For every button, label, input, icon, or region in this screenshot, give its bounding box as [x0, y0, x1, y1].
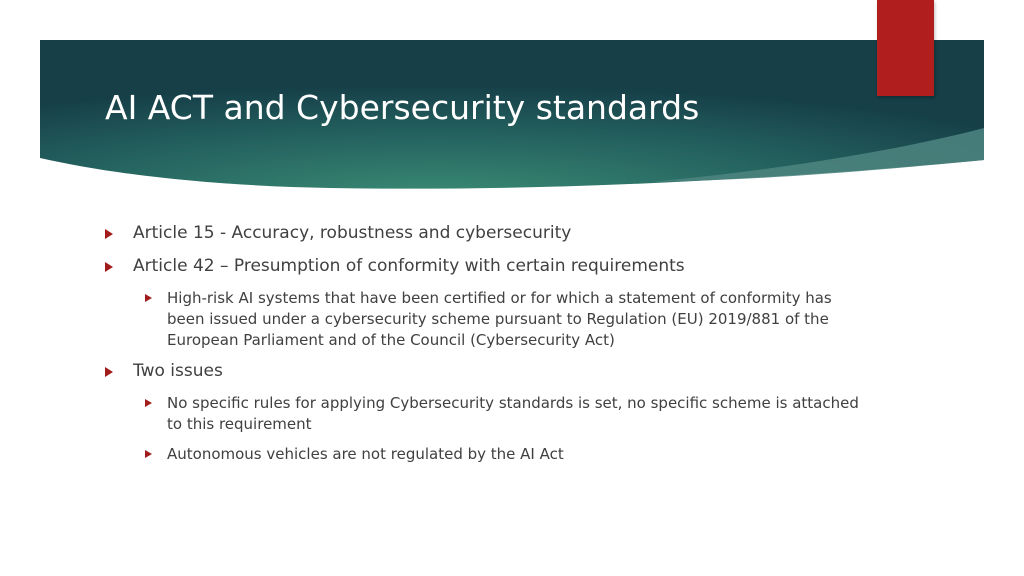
bullet-two-issues — [105, 360, 865, 383]
bullet-arrow-icon — [145, 294, 152, 302]
bullet-arrow-icon — [145, 399, 152, 407]
accent-tab — [877, 0, 934, 96]
sub-bullet-text: Autonomous vehicles are not regulated by the AI Act — [167, 445, 564, 463]
bullet-arrow-icon — [105, 229, 113, 239]
sub-bullet-text: No specific rules for applying Cybersecurity standards is set, no specific scheme is attached to this requirement — [167, 394, 859, 433]
sub-bullet-autonomous-vehicles — [105, 444, 865, 465]
sub-bullet-no-specific-rules — [105, 393, 865, 435]
bullet-text: Article 15 - Accuracy, robustness and cybersecurity — [133, 223, 572, 243]
bullet-arrow-icon — [105, 367, 113, 377]
sub-bullet-high-risk-systems — [105, 288, 865, 351]
slide-title: AI ACT and Cybersecurity standards — [105, 88, 700, 127]
bullet-article-42 — [105, 255, 865, 278]
bullet-list — [105, 222, 865, 474]
sub-bullet-text: High-risk AI systems that have been certified or for which a statement of conformity has been issued under a cybersecurity scheme pursuant to Regulation (EU) 2019/881 of the European Parliament and of the Council (Cybersecurity Act) — [167, 289, 832, 349]
bullet-article-15 — [105, 222, 865, 245]
bullet-arrow-icon — [145, 450, 152, 458]
bullet-text: Article 42 – Presumption of conformity with certain requirements — [133, 256, 685, 276]
bullet-arrow-icon — [105, 262, 113, 272]
bullet-text: Two issues — [133, 361, 223, 381]
